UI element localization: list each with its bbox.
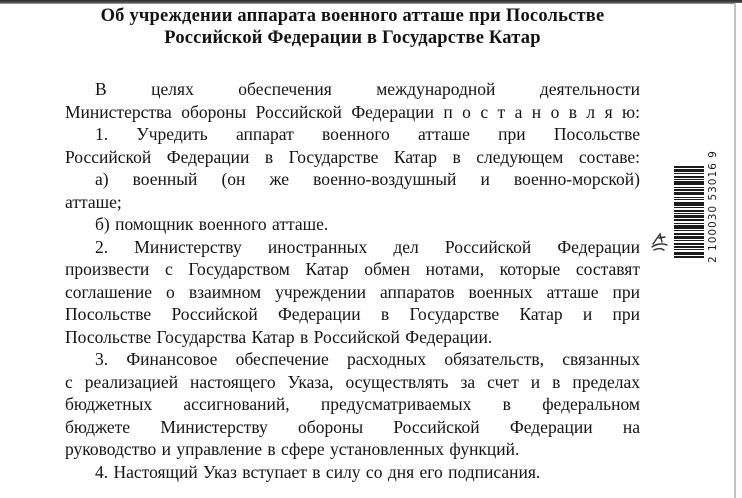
body-line: бюджете Министерству обороны Российской Федерации на (65, 416, 640, 437)
body-line: б) помощник военного атташе. (95, 214, 329, 234)
body-line: соглашение о взаимном учреждении аппаратов военных атташе при (65, 281, 640, 302)
body-line: произвести с Государством Катар обмен нотами, которые составят (65, 259, 640, 279)
body-line: 4. Настоящий Указ вступает в силу со дня его подписания. (95, 461, 541, 482)
margin-scribble-mark (650, 230, 670, 254)
page-right-gutter (736, 3, 742, 498)
body-line: а) военный (он же военно-воздушный и военно-морской) (95, 169, 640, 189)
document-title-line-2: Российской Федерации в Государстве Катар (164, 28, 541, 48)
body-line: Посольстве Государства Катар в Российской Федерации. (65, 326, 493, 347)
page-right-border (734, 3, 736, 498)
body-line: 1. Учредить аппарат военного атташе при Посольстве (95, 124, 640, 144)
body-line: Министерства обороны Российской Федерации п о с т а н о в л я ю: (65, 101, 640, 122)
body-line: Посольстве Российской Федерации в Государстве Катар и при (65, 304, 640, 324)
body-line: руководство и управление в сфере установленных функций. (65, 439, 520, 459)
document-title (65, 5, 640, 49)
body-line: атташе; (65, 191, 122, 212)
barcode-bar (674, 256, 704, 258)
barcode-number: 2 100030 53016 9 (707, 150, 719, 263)
body-line: бюджетных ассигнований, предусматриваемых в федеральном (65, 394, 640, 414)
document-body (65, 78, 640, 483)
body-line: 3. Финансовое обеспечение расходных обязательств, связанных (95, 349, 640, 369)
page-top-border (0, 0, 742, 4)
body-line: с реализацией настоящего Указа, осуществлять за счет и в пределах (65, 371, 640, 392)
document-title-line-1: Об учреждении аппарата военного атташе при Посольстве (100, 6, 605, 26)
body-line: 2. Министерству иностранных дел Российской Федерации (95, 236, 640, 257)
body-line: В целях обеспечения международной деятельности (95, 79, 640, 99)
body-line: Российской Федерации в Государстве Катар в следующем составе: (65, 146, 640, 167)
barcode-icon (674, 166, 704, 258)
